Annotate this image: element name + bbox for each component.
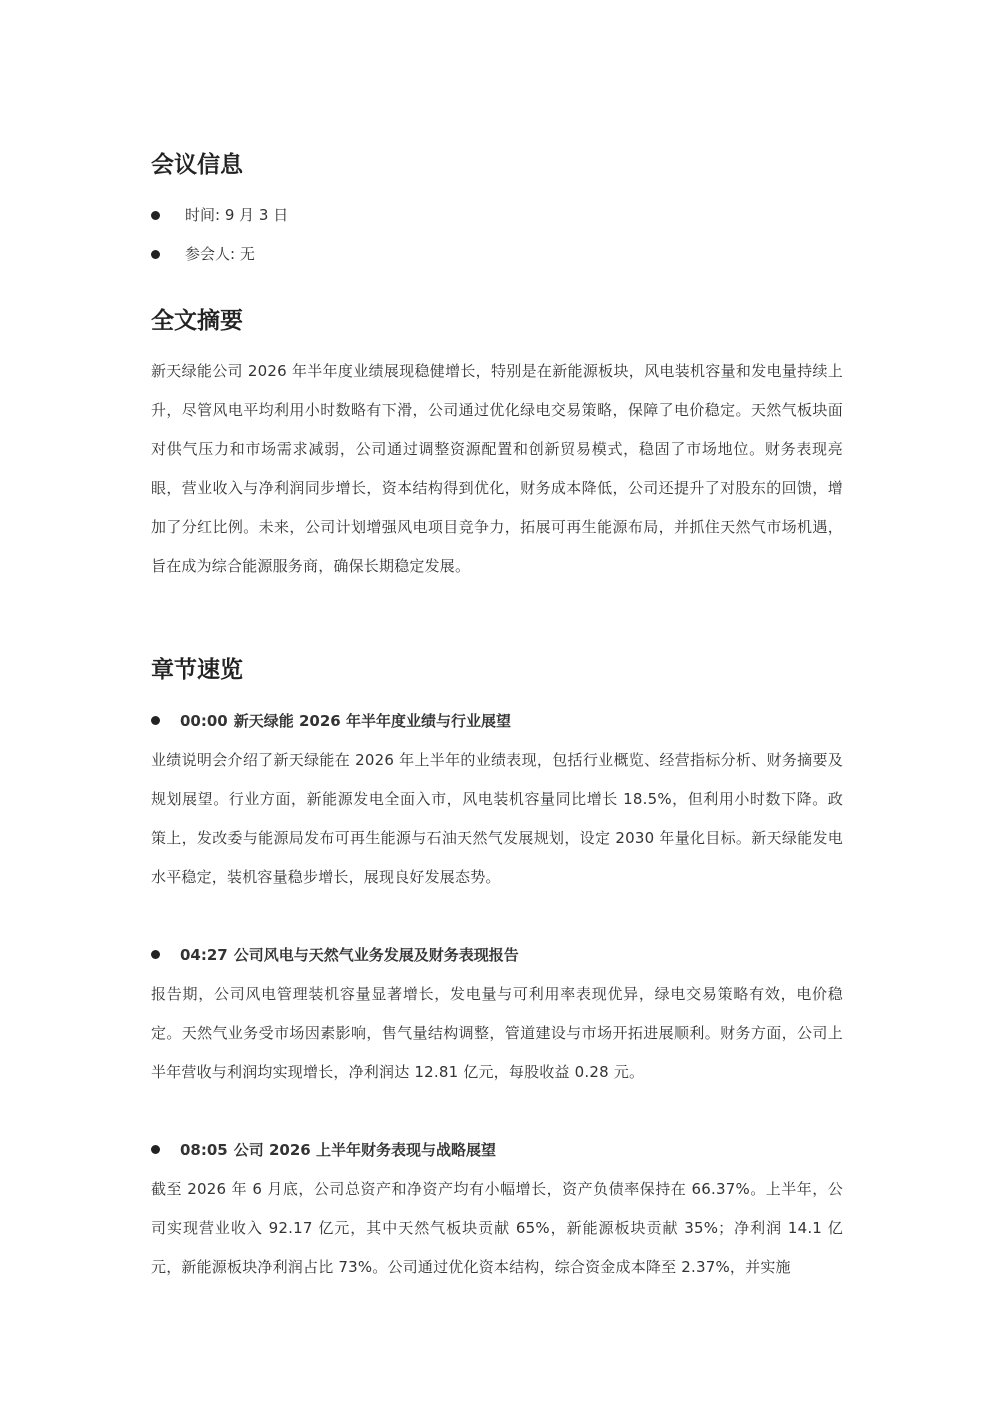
chapter-paragraph-2: 报告期，公司风电管理装机容量显著增长，发电量与可利用率表现优异，绿电交易策略有效，电价稳定。天然气业务受市场因素影响，售气量结构调整，管道建设与市场开拓进展顺利。财务方面，公司上半年营收与利润均实现增长，净利润达 12.81 亿元，每股收益 0.28 元。 — [151, 985, 843, 1081]
chapter-heading-text — [180, 1138, 496, 1162]
bullet-icon — [151, 950, 160, 959]
meeting-attendees-value: 无 — [239, 245, 255, 263]
meeting-time-value: 9 月 3 日 — [224, 206, 289, 224]
summary-paragraph: 新天绿能公司 2026 年半年度业绩展现稳健增长，特别是在新能源板块，风电装机容量和发电量持续上升，尽管风电平均利用小时数略有下滑，公司通过优化绿电交易策略，保障了电价稳定。天然气板块面对供气压力和市场需求减弱，公司通过调整资源配置和创新贸易模式，稳固了市场地位。财务表现亮眼，营业收入与净利润同步增长，资本结构得到优化，财务成本降低，公司还提升了对股东的回馈，增加了分红比例。未来，公司计划增强风电项目竞争力，拓展可再生能源布局，并抓住天然气市场机遇，旨在成为综合能源服务商，确保长期稳定发展。 — [151, 362, 843, 575]
bullet-icon — [151, 250, 160, 259]
meeting-time-text — [185, 203, 288, 227]
meeting-attendees-label: 参会人: — [185, 245, 236, 263]
chapter-title: 公司 2026 上半年财务表现与战略展望 — [233, 1141, 496, 1159]
meeting-time-label: 时间: — [185, 206, 221, 224]
chapter-heading-text — [180, 709, 511, 733]
chapter-heading-text — [180, 943, 519, 967]
meeting-attendees-text — [185, 242, 255, 266]
summary-heading: 全文摘要 — [151, 308, 243, 334]
chapter-timestamp: 04:27 — [180, 946, 228, 964]
chapter-timestamp: 00:00 — [180, 712, 228, 730]
bullet-icon — [151, 716, 160, 725]
chapters-heading: 章节速览 — [151, 657, 243, 683]
bullet-icon — [151, 1145, 160, 1154]
chapter-title: 公司风电与天然气业务发展及财务表现报告 — [233, 946, 519, 964]
chapter-paragraph-1: 业绩说明会介绍了新天绿能在 2026 年上半年的业绩表现，包括行业概览、经营指标分析、财务摘要及规划展望。行业方面，新能源发电全面入市，风电装机容量同比增长 18.5%，但利用小时数下降。政策上，发改委与能源局发布可再生能源与石油天然气发展规划，设定 2030 年量化目标。新天绿能发电水平稳定，装机容量稳步增长，展现良好发展态势。 — [151, 751, 843, 886]
chapter-paragraph-3: 截至 2026 年 6 月底，公司总资产和净资产均有小幅增长，资产负债率保持在 66.37%。上半年，公司实现营业收入 92.17 亿元，其中天然气板块贡献 65%，新能源板块贡献 35%；净利润 14.1 亿元，新能源板块净利润占比 73%。公司通过优化资本结构，综合资金成本降至 2.37%，并实施 — [151, 1180, 843, 1276]
meeting-info-heading: 会议信息 — [151, 152, 243, 178]
chapter-timestamp: 08:05 — [180, 1141, 228, 1159]
bullet-icon — [151, 211, 160, 220]
chapter-title: 新天绿能 2026 年半年度业绩与行业展望 — [233, 712, 511, 730]
